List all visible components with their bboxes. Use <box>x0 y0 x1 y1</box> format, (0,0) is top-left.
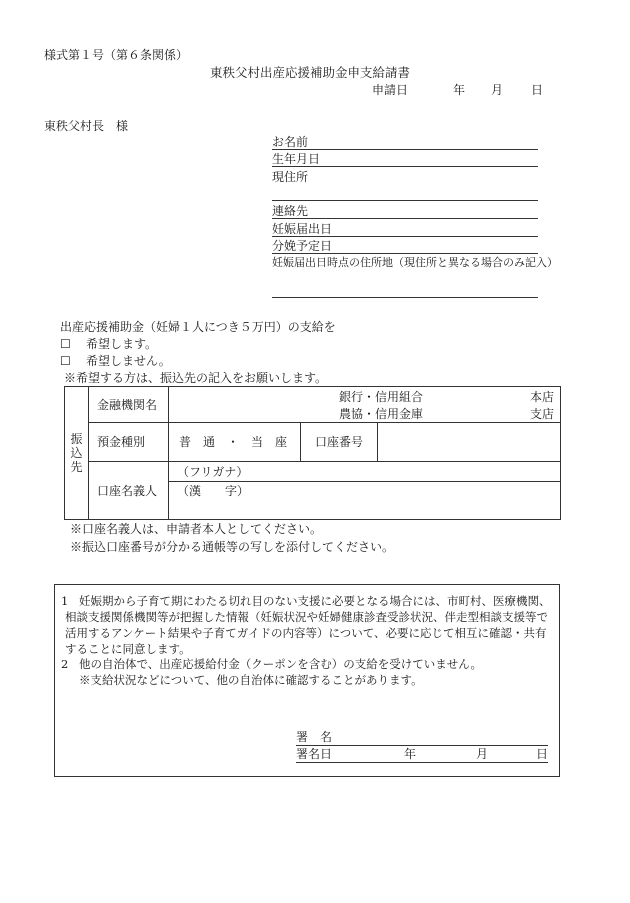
application-date-day: 日 <box>531 83 544 97</box>
due-date-label: 分娩予定日 <box>272 239 333 253</box>
consent-item-1-line-3: 活用するアンケート結果や子育てガイドの内容等）について、必要に応じて相互に確認・共有 <box>65 626 547 640</box>
consent-item-2-note: ※支給状況などについて、他の自治体に確認することがあります。 <box>79 673 423 687</box>
pregnancy-report-date-field[interactable] <box>272 222 538 237</box>
address-at-report-label: 妊娠届出日時点の住所地（現住所と異なる場合のみ記入） <box>272 256 558 269</box>
account-number-field[interactable] <box>378 423 560 461</box>
address-at-report-field[interactable] <box>272 297 538 298</box>
note-attachment: ※振込口座番号が分かる通帳等の写しを添付してください。 <box>70 540 395 554</box>
application-date-month: 月 <box>491 83 504 97</box>
form-number: 様式第１号（第６条関係） <box>44 48 189 62</box>
account-number-label: 口座番号 <box>301 423 378 461</box>
consent-item-1-number: 1 <box>61 594 69 608</box>
consent-item-1-line-1: 妊娠期から子育て期にわたる切れ目のない支援に必要となる場合には、市町村、医療機関、 <box>79 594 551 608</box>
institution-field[interactable] <box>169 387 561 423</box>
account-number-cell <box>301 423 561 462</box>
signature-date-year: 年 <box>404 747 417 761</box>
bank-transfer-table <box>64 386 561 520</box>
consent-item-1-line-2: 相談支援関係機関等が把握した情報（妊娠状況や妊婦健康診査受診状況、伴走型相談支援等で <box>65 610 548 624</box>
pregnancy-report-date-label: 妊娠届出日 <box>272 222 333 236</box>
note-holder: ※口座名義人は、申請者本人としてください。 <box>70 522 323 536</box>
address-label: 現住所 <box>272 170 309 184</box>
subsidy-intro: 出産応援補助金（妊婦１人につき５万円）の支給を <box>60 320 336 334</box>
branch-text: 支店 <box>530 407 555 421</box>
checkbox[interactable]: ☐ <box>60 354 71 368</box>
name-label: お名前 <box>272 135 309 149</box>
choice-label: 希望しません。 <box>86 354 171 368</box>
holder-label: 口座名義人 <box>89 462 169 520</box>
form-title: 東秩父村出産応援補助金申支給請書 <box>210 65 411 80</box>
consent-item-1-line-4: することに同意します。 <box>65 642 191 656</box>
choice-label: 希望します。 <box>86 337 158 351</box>
kanji-field[interactable] <box>169 482 561 520</box>
bank-type-text: 銀行・信用組合 <box>339 390 424 404</box>
birthdate-label: 生年月日 <box>272 152 321 166</box>
signature-field[interactable] <box>296 730 548 746</box>
application-date-label: 申請日 <box>372 83 409 97</box>
signature-date-field[interactable] <box>296 747 548 763</box>
transfer-note: ※希望する方は、振込先の記入をお願いします。 <box>64 371 328 385</box>
checkbox[interactable]: ☐ <box>60 337 71 351</box>
signature-date-day: 日 <box>536 747 549 761</box>
choice-wish[interactable] <box>60 337 157 351</box>
name-field[interactable] <box>272 135 538 150</box>
agri-type-text: 農協・信用金庫 <box>339 407 424 421</box>
account-type-label: 預金種別 <box>89 423 169 462</box>
contact-field[interactable] <box>272 204 538 219</box>
address-field[interactable] <box>272 200 538 201</box>
due-date-field[interactable] <box>272 239 538 254</box>
consent-item-2-line: 他の自治体で、出産応援給付金（クーポンを含む）の支給を受けていません。 <box>79 657 482 671</box>
institution-label: 金融機関名 <box>89 387 169 423</box>
application-date-year: 年 <box>453 83 466 97</box>
birthdate-field[interactable] <box>272 152 538 167</box>
contact-label: 連絡先 <box>272 204 309 218</box>
furigana-label: （フリガナ） <box>177 464 249 479</box>
head-office-text: 本店 <box>530 390 555 404</box>
kanji-label: （漢 字） <box>177 484 250 498</box>
signature-label: 署 名 <box>296 730 333 744</box>
account-type-options[interactable]: 普 通 ・ 当 座 <box>169 423 301 462</box>
furigana-field[interactable] <box>169 462 561 482</box>
signature-date-label: 署名日 <box>296 747 333 761</box>
consent-item-2-number: 2 <box>61 657 69 671</box>
choice-no-wish[interactable] <box>60 354 171 368</box>
signature-date-month: 月 <box>476 747 489 761</box>
addressee: 東秩父村長 様 <box>44 119 129 133</box>
transfer-section-label: 振 込 先 <box>65 387 89 520</box>
